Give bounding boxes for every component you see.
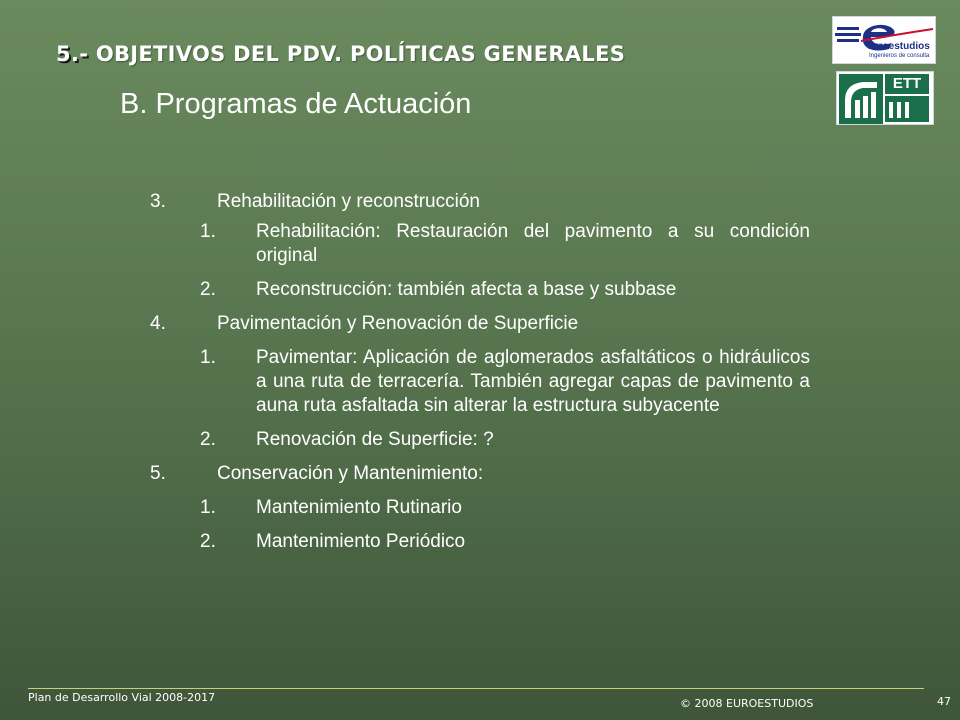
list-number: 1. bbox=[200, 497, 216, 518]
euroestudios-tagline: Ingenieros de consulta bbox=[869, 53, 930, 59]
list-number: 3. bbox=[150, 191, 166, 212]
list-text: Renovación de Superficie: ? bbox=[256, 429, 494, 450]
list-number: 4. bbox=[150, 313, 166, 334]
list-item-sub bbox=[150, 278, 810, 302]
footer-plan-name: Plan de Desarrollo Vial 2008-2017 bbox=[28, 691, 216, 704]
list-number: 2. bbox=[200, 429, 216, 450]
list-text: Mantenimiento Periódico bbox=[256, 531, 466, 552]
list-item-sub bbox=[150, 428, 810, 452]
list-text: Mantenimiento Rutinario bbox=[256, 497, 462, 518]
list-item-sub bbox=[150, 220, 810, 268]
list-number: 2. bbox=[200, 279, 216, 300]
section-title: OBJETIVOS DEL PDV. POLÍTICAS GENERALES bbox=[95, 42, 626, 66]
list-number: 2. bbox=[200, 531, 216, 552]
slide-title bbox=[56, 42, 625, 66]
section-number: 5.- bbox=[56, 42, 89, 66]
list-text: Reconstrucción: también afecta a base y subbase bbox=[256, 279, 677, 300]
list-text: Pavimentar: Aplicación de aglomerados asfaltáticos o hidráulicos a una ruta de terracería. También agregar capas de pavimento a auna ruta asfaltada sin alterar la estructura subyacente bbox=[256, 347, 810, 416]
list-text: Conservación y Mantenimiento: bbox=[217, 463, 484, 484]
slide-subtitle: B. Programas de Actuación bbox=[120, 88, 472, 120]
list-item-sub bbox=[150, 346, 810, 418]
footer-copyright: © 2008 EUROESTUDIOS bbox=[680, 697, 814, 710]
list-number: 1. bbox=[200, 347, 216, 368]
ett-brand: ETT bbox=[885, 74, 929, 94]
footer-divider bbox=[28, 688, 924, 689]
euroestudios-logo bbox=[832, 16, 936, 64]
list-text: Rehabilitación: Restauración del pavimento a su condición original bbox=[256, 221, 810, 266]
list-number: 5. bbox=[150, 463, 166, 484]
list-text: Pavimentación y Renovación de Superficie bbox=[217, 313, 579, 334]
ett-logo bbox=[836, 71, 934, 125]
list-item-section bbox=[150, 462, 810, 486]
euroestudios-brand: euroestudios bbox=[867, 41, 930, 52]
list-item-section bbox=[150, 312, 810, 336]
list-text: Rehabilitación y reconstrucción bbox=[217, 191, 480, 212]
content-list bbox=[150, 190, 810, 554]
list-number: 1. bbox=[200, 221, 216, 242]
list-item-sub bbox=[150, 496, 810, 520]
list-item-sub bbox=[150, 530, 810, 554]
page-number: 47 bbox=[937, 695, 951, 708]
list-item-section bbox=[150, 190, 810, 214]
